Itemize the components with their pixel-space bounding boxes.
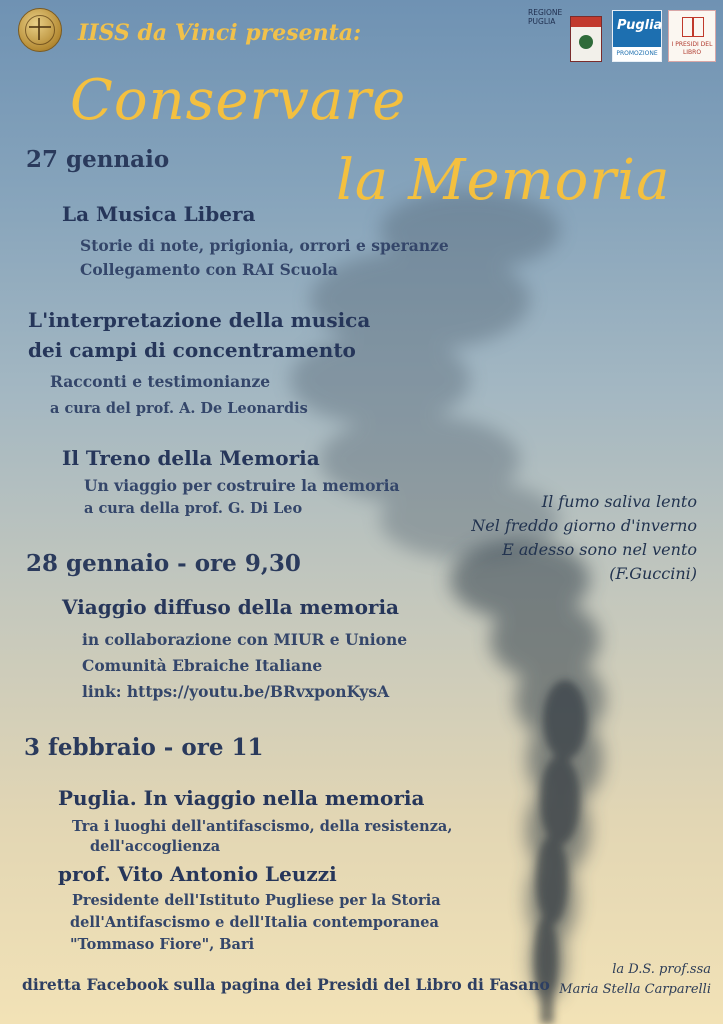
title-line-1: Conservare bbox=[70, 68, 407, 133]
speaker-detail: Presidente dell'Istituto Pugliese per la Storia bbox=[72, 892, 441, 909]
event-title-interpretazione-2: dei campi di concentramento bbox=[28, 338, 356, 362]
event-title-musica-libera: La Musica Libera bbox=[62, 202, 256, 226]
signature-block bbox=[559, 960, 711, 1000]
signature-title: la D.S. prof.ssa bbox=[612, 962, 711, 977]
event-detail: Comunità Ebraiche Italiane bbox=[82, 656, 323, 675]
regione-puglia-logo bbox=[528, 8, 606, 64]
book-icon bbox=[682, 17, 704, 37]
event-detail: Tra i luoghi dell'antifascismo, della resistenza, bbox=[72, 818, 453, 835]
speaker-detail: dell'Antifascismo e dell'Italia contemporanea bbox=[70, 914, 439, 931]
event-detail: a cura del prof. A. De Leonardis bbox=[50, 400, 308, 417]
quote-line: E adesso sono nel vento bbox=[502, 540, 697, 559]
event-title-viaggio-diffuso: Viaggio diffuso della memoria bbox=[62, 595, 400, 619]
date-28-gennaio: 28 gennaio - ore 9,30 bbox=[26, 550, 301, 577]
event-detail: Racconti e testimonianze bbox=[50, 372, 271, 391]
school-seal-icon bbox=[18, 8, 62, 52]
event-detail: Un viaggio per costruire la memoria bbox=[84, 476, 400, 495]
event-title-treno-memoria: Il Treno della Memoria bbox=[62, 446, 320, 470]
quote-author: (F.Guccini) bbox=[609, 564, 697, 583]
event-detail: Storie di note, prigionia, orrori e speranze bbox=[80, 236, 449, 255]
quote-line: Nel freddo giorno d'inverno bbox=[471, 516, 697, 535]
puglia-promozione-logo bbox=[612, 10, 662, 62]
guccini-quote bbox=[471, 490, 697, 586]
regione-puglia-label: REGIONE PUGLIA bbox=[528, 8, 563, 26]
puglia-logo-subtext: PROMOZIONE bbox=[613, 47, 661, 61]
date-3-febbraio: 3 febbraio - ore 11 bbox=[24, 734, 264, 761]
presidi-logo-text: I PRESIDI DEL LIBRO bbox=[671, 41, 713, 56]
speaker-detail: "Tommaso Fiore", Bari bbox=[70, 936, 255, 953]
regione-shield-icon bbox=[570, 16, 602, 62]
facebook-live-note: diretta Facebook sulla pagina dei Presidi del Libro di Fasano bbox=[22, 975, 550, 994]
presenter-line: IISS da Vinci presenta: bbox=[78, 20, 362, 46]
event-detail: Collegamento con RAI Scuola bbox=[80, 260, 338, 279]
event-title-puglia-viaggio: Puglia. In viaggio nella memoria bbox=[58, 786, 425, 810]
speaker-name: prof. Vito Antonio Leuzzi bbox=[58, 862, 337, 886]
youtube-link[interactable]: link: https://youtu.be/BRvxponKysA bbox=[82, 682, 390, 701]
presidi-del-libro-logo bbox=[668, 10, 716, 62]
quote-line: Il fumo saliva lento bbox=[541, 492, 697, 511]
date-27-gennaio: 27 gennaio bbox=[26, 146, 170, 173]
puglia-logo-text: Puglia bbox=[617, 18, 663, 33]
event-detail: dell'accoglienza bbox=[90, 838, 221, 855]
event-detail: a cura della prof. G. Di Leo bbox=[84, 500, 303, 517]
event-detail: in collaborazione con MIUR e Unione bbox=[82, 630, 408, 649]
event-title-interpretazione: L'interpretazione della musica bbox=[28, 308, 371, 332]
title-line-2: la Memoria bbox=[336, 148, 671, 213]
signature-name: Maria Stella Carparelli bbox=[559, 982, 711, 997]
